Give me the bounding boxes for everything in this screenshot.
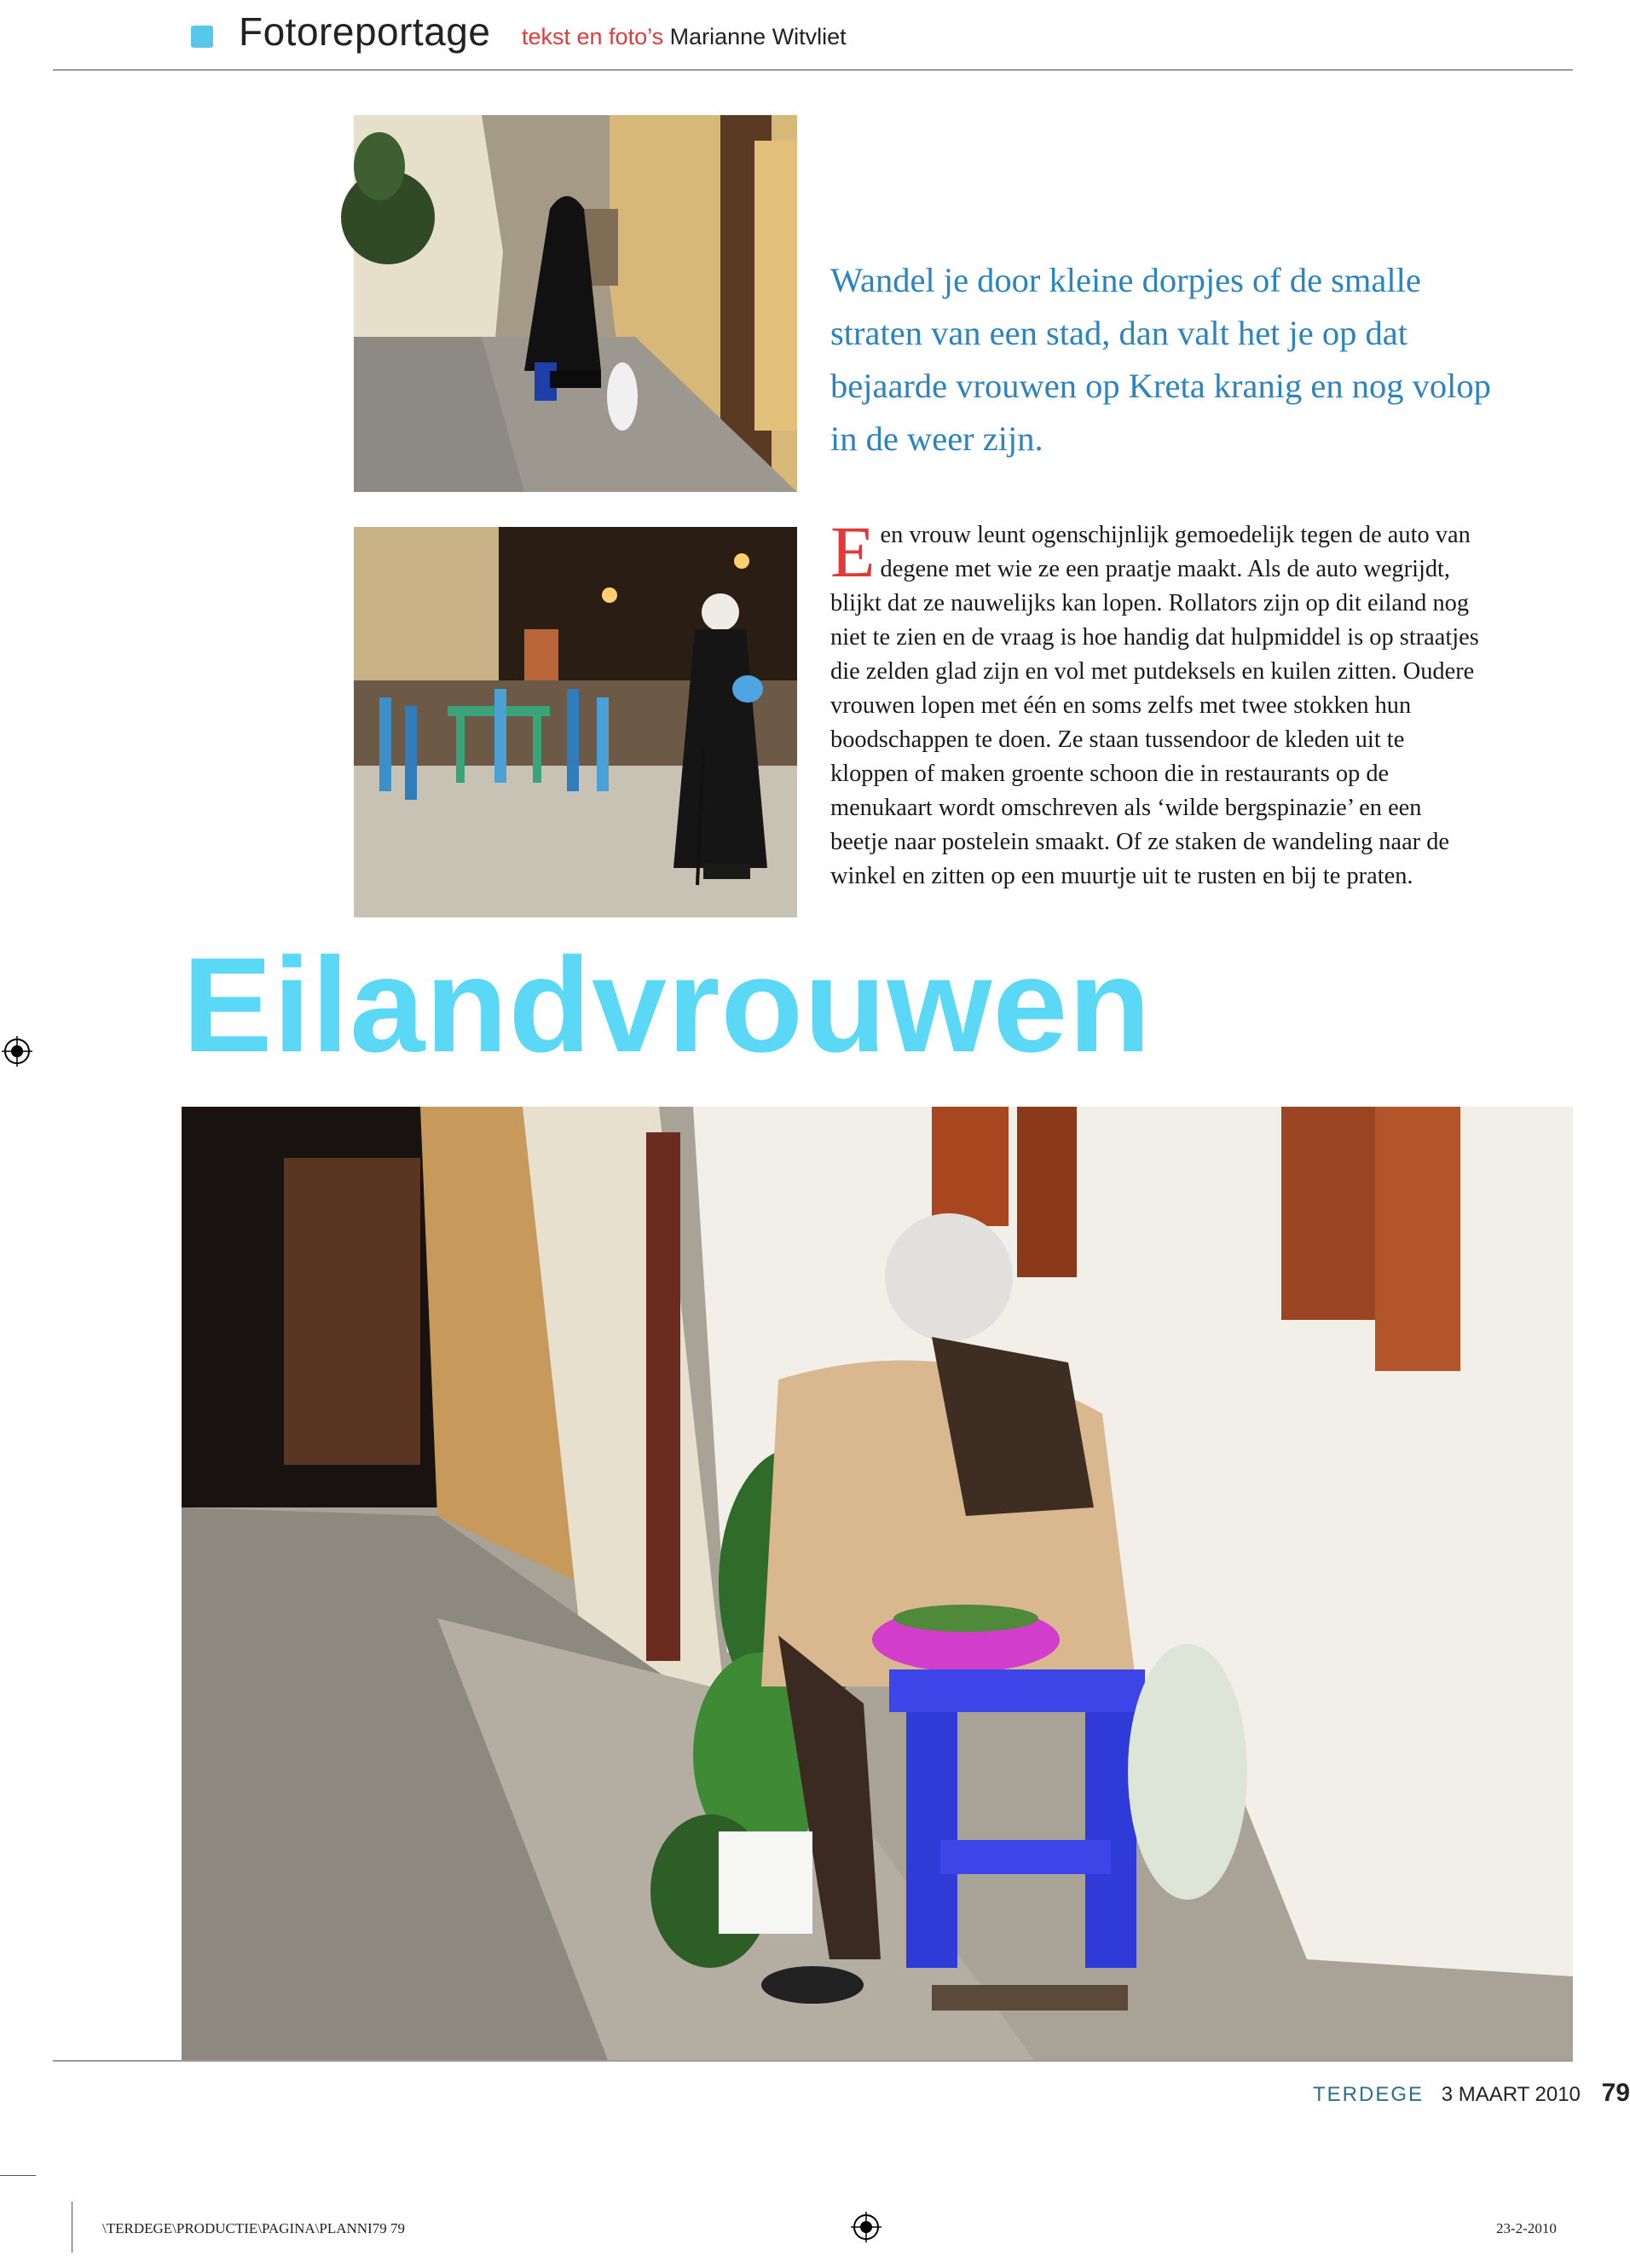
article-title: Eilandvrouwen [182,930,1152,1080]
byline-prefix: tekst en foto’s [522,24,664,49]
registration-mark-icon [851,2212,881,2242]
article-body-text: en vrouw leunt ogenschijnlijk gemoedelijk tegen de auto van degene met wie ze een praatje maakt. Als de auto wegrijdt, blijkt dat ze nauwelijks kan lopen. Rollators zijn op dit eiland nog niet te zien en de vraag is hoe handig dat hulpmiddel is op straatjes die zelden glad zijn en vol met putdeksels en kuilen zitten. Oudere vrouwen lopen met één en soms zelfs met twee stokken hun boodschappen te doen. Ze staan tussendoor de kleden uit te kloppen of maken groente schoon die in restaurants op de menukaart wordt omschreven als ‘wilde bergspinazie’ en een beetje naar postelein smaakt. Of ze staken de wandeling naar de winkel en zitten op een muurtje uit te rusten en bij te praten. [830,522,1479,889]
print-slug-path: \TERDEGE\PRODUCTIE\PAGINA\PLANNI79 79 [102,2220,405,2236]
photo-taverna-woman-cane [354,527,797,917]
footer-rule [53,2060,1573,2062]
article-body [830,511,1483,894]
magazine-name: TERDEGE [1313,2083,1425,2106]
issue-date: 3 MAART 2010 [1441,2083,1581,2106]
page-number: 79 [1601,2079,1630,2107]
header-rule [53,69,1573,71]
photo-alley-woman-walking [354,115,797,492]
drop-cap: E [830,511,876,593]
section-title: Fotoreportage [239,9,491,54]
page-footer [1313,2079,1630,2108]
byline [522,24,847,50]
print-slug-date: 23-2-2010 [1496,2220,1557,2236]
byline-author: Marianne Witvliet [669,24,847,49]
photo-woman-cleaning-greens [182,1107,1573,2060]
registration-mark-icon [2,1036,32,1067]
section-marker [191,26,213,48]
article-intro: Wandel je door kleine dorpjes of de smalle straten van een stad, dan valt het je op dat bejaarde vrouwen op Kreta kranig en nog volop in de weer zijn. [830,261,1491,458]
crop-mark [0,2175,36,2176]
